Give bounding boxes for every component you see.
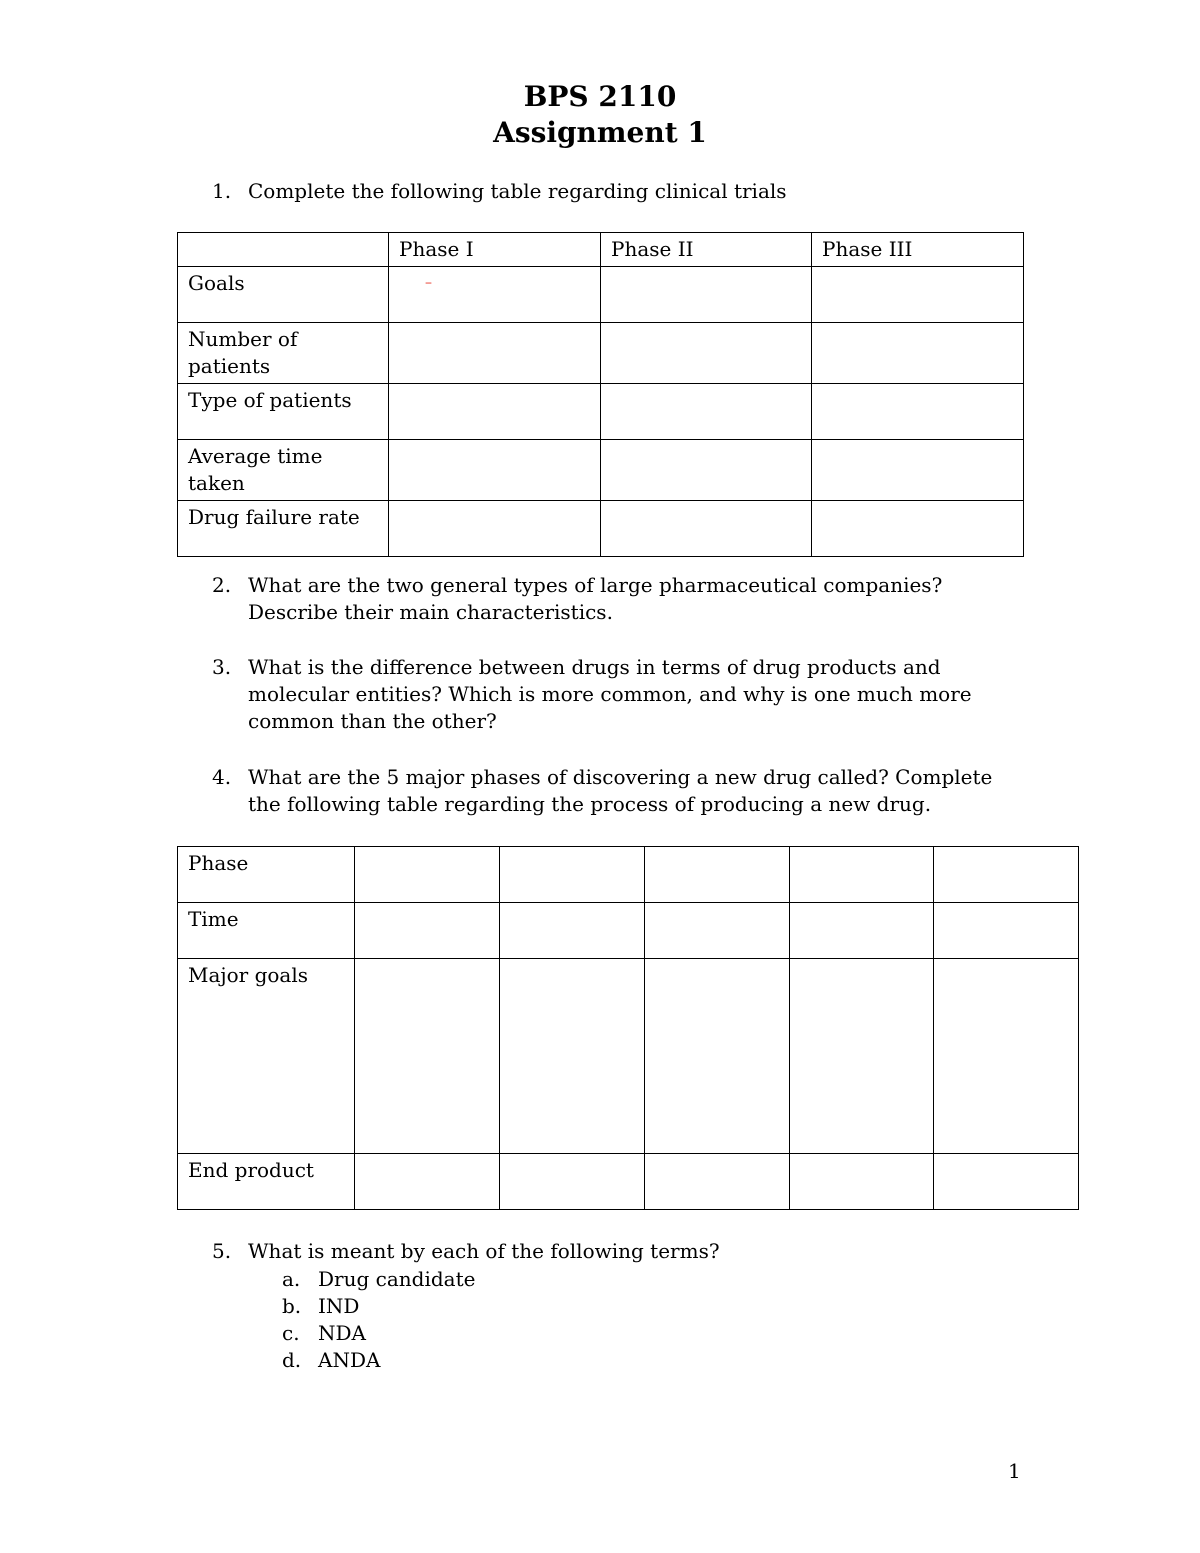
answer-cell[interactable]	[812, 501, 1024, 557]
answer-cell[interactable]	[790, 1154, 934, 1210]
table-row	[178, 323, 1024, 384]
table-row	[178, 1154, 1079, 1210]
drug-discovery-table	[177, 846, 1079, 1210]
item-term: IND	[318, 1294, 360, 1318]
page-number: 1	[1008, 1459, 1021, 1483]
question-3	[212, 654, 1052, 738]
table-header-cell: Phase III	[812, 233, 1024, 267]
answer-cell[interactable]	[355, 1154, 500, 1210]
question-number: 2.	[212, 573, 232, 597]
table-row	[178, 267, 1024, 323]
answer-cell[interactable]	[355, 847, 500, 903]
question-number: 4.	[212, 765, 232, 789]
row-label: Phase	[178, 847, 355, 903]
answer-cell[interactable]	[645, 903, 790, 959]
table-row	[178, 384, 1024, 440]
answer-cell[interactable]	[355, 959, 500, 1154]
answer-cell[interactable]	[645, 959, 790, 1154]
row-label: End product	[178, 1154, 355, 1210]
answer-cell[interactable]	[500, 1154, 645, 1210]
course-code: BPS 2110	[523, 80, 677, 113]
question-number: 3.	[212, 655, 232, 679]
term-list	[282, 1266, 682, 1374]
table-header-row	[178, 233, 1024, 267]
list-item	[282, 1320, 682, 1347]
question-4	[212, 764, 1052, 820]
red-mark: –	[425, 275, 432, 291]
answer-cell[interactable]	[645, 1154, 790, 1210]
answer-cell[interactable]	[601, 440, 812, 501]
table-row	[178, 501, 1024, 557]
answer-cell[interactable]	[389, 501, 601, 557]
item-term: Drug candidate	[318, 1267, 476, 1291]
answer-cell[interactable]	[812, 267, 1024, 323]
answer-cell[interactable]	[790, 959, 934, 1154]
answer-cell[interactable]	[934, 903, 1079, 959]
answer-cell[interactable]	[500, 903, 645, 959]
answer-cell[interactable]	[934, 1154, 1079, 1210]
table-row	[178, 959, 1079, 1154]
answer-cell[interactable]	[812, 384, 1024, 440]
table-row	[178, 903, 1079, 959]
answer-cell[interactable]	[500, 959, 645, 1154]
row-label: Type of patients	[178, 384, 389, 440]
question-5	[212, 1238, 1052, 1378]
answer-cell[interactable]	[812, 440, 1024, 501]
question-text: What is meant by each of the following terms?	[248, 1239, 720, 1263]
answer-cell[interactable]	[389, 267, 601, 323]
question-text: What are the 5 major phases of discovering a new drug called? Complete the following table regarding the process of producing a new drug.	[248, 765, 993, 816]
item-letter: a.	[282, 1267, 301, 1291]
item-term: NDA	[318, 1321, 366, 1345]
answer-cell[interactable]	[500, 847, 645, 903]
answer-cell[interactable]	[601, 501, 812, 557]
row-label: Average time taken	[178, 440, 389, 501]
row-label: Time	[178, 903, 355, 959]
answer-cell[interactable]	[934, 959, 1079, 1154]
item-letter: d.	[282, 1348, 302, 1372]
answer-cell[interactable]	[934, 847, 1079, 903]
table-row	[178, 847, 1079, 903]
row-label: Drug failure rate	[178, 501, 389, 557]
list-item	[282, 1293, 682, 1320]
answer-cell[interactable]	[601, 384, 812, 440]
answer-cell[interactable]	[389, 384, 601, 440]
question-text: What is the difference between drugs in terms of drug products and molecular entities? Which is more common, and why is one much more common than the other?	[248, 655, 972, 733]
clinical-trials-table	[177, 232, 1024, 557]
item-letter: b.	[282, 1294, 302, 1318]
answer-cell[interactable]	[389, 323, 601, 384]
answer-cell[interactable]	[355, 903, 500, 959]
row-label: Major goals	[178, 959, 355, 1154]
answer-cell[interactable]	[645, 847, 790, 903]
question-text: What are the two general types of large pharmaceutical companies? Describe their main characteristics.	[248, 573, 943, 624]
list-item	[282, 1347, 682, 1374]
question-1	[212, 178, 1052, 206]
row-label: Goals	[178, 267, 389, 323]
question-number: 1.	[212, 179, 232, 203]
answer-cell[interactable]	[601, 323, 812, 384]
question-2	[212, 572, 1052, 628]
row-label: Number of patients	[178, 323, 389, 384]
answer-cell[interactable]	[812, 323, 1024, 384]
item-term: ANDA	[318, 1348, 381, 1372]
list-item	[282, 1266, 682, 1293]
answer-cell[interactable]	[790, 903, 934, 959]
table-header-cell	[178, 233, 389, 267]
table-header-cell: Phase II	[601, 233, 812, 267]
table-row	[178, 440, 1024, 501]
answer-cell[interactable]	[790, 847, 934, 903]
answer-cell[interactable]	[389, 440, 601, 501]
table-header-cell: Phase I	[389, 233, 601, 267]
question-number: 5.	[212, 1239, 232, 1263]
answer-cell[interactable]	[601, 267, 812, 323]
item-letter: c.	[282, 1321, 300, 1345]
question-text: Complete the following table regarding clinical trials	[248, 179, 787, 203]
assignment-title: Assignment 1	[493, 116, 707, 149]
